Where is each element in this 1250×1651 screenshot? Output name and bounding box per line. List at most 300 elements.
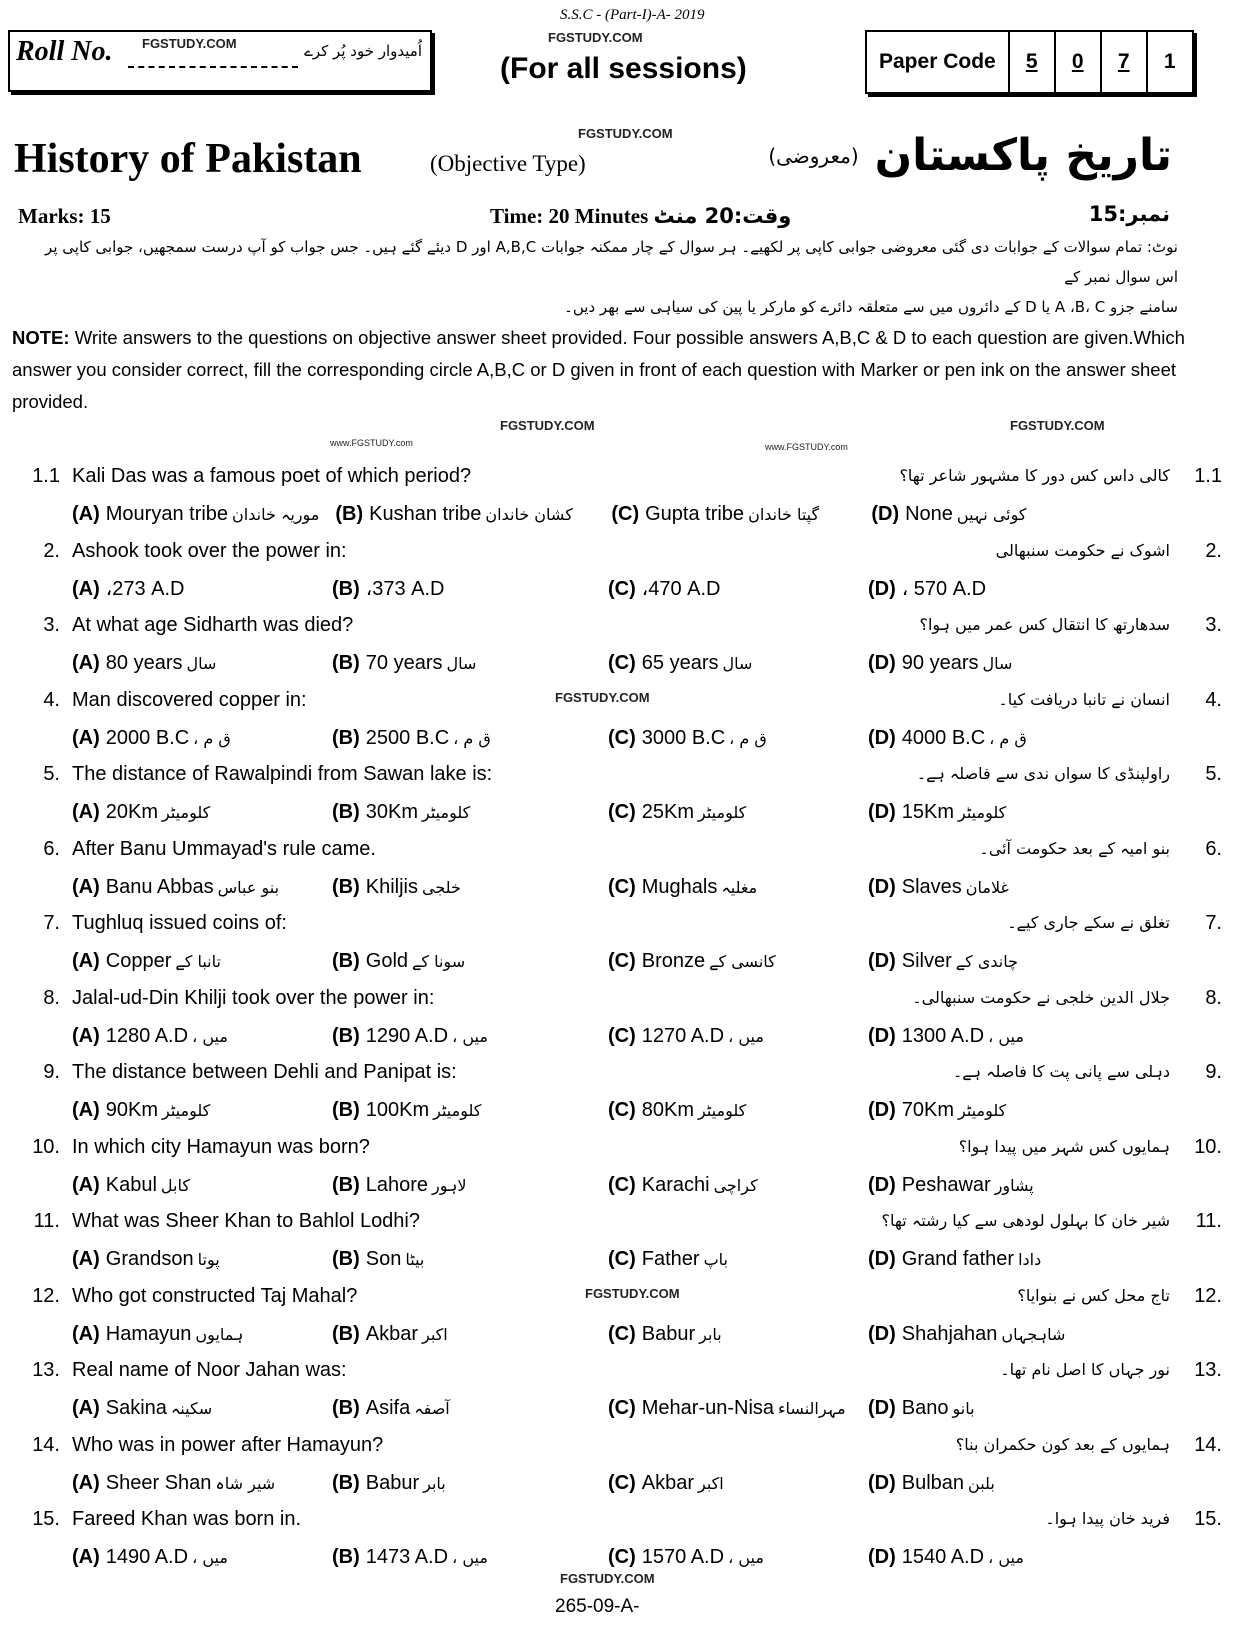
question-item	[0, 837, 1250, 912]
option-text: Sakina	[105, 1397, 167, 1419]
question-text: Kali Das was a famous poet of which period?	[72, 465, 472, 487]
option-urdu: بیٹا	[405, 1250, 425, 1269]
option-text: Bulban	[901, 1471, 965, 1494]
option-urdu: ق م ،	[989, 728, 1027, 748]
option-urdu: بنو عباس	[217, 877, 280, 897]
question-number-urdu: 4.	[1205, 688, 1222, 711]
watermark: FGSTUDY.COM	[500, 418, 595, 433]
question-number: 14.	[32, 1433, 60, 1456]
option-letter: (A)	[72, 652, 100, 674]
answer-option	[868, 800, 1022, 825]
option-letter: (B)	[332, 726, 360, 749]
answer-option	[332, 949, 608, 974]
option-urdu: میں ،	[728, 1026, 764, 1046]
answer-option	[72, 1024, 332, 1049]
answer-option	[868, 875, 1025, 900]
question-text: After Banu Ummayad's rule came.	[72, 837, 376, 860]
option-urdu: پشاور	[994, 1175, 1034, 1195]
option-urdu: بابر	[423, 1473, 446, 1493]
option-text: Gupta tribe	[645, 503, 745, 525]
option-text: Bronze	[641, 950, 706, 972]
option-urdu: کراچی	[713, 1175, 758, 1195]
option-text: Slaves	[901, 875, 962, 898]
note-label: NOTE:	[12, 327, 70, 348]
roll-label: Roll No.	[16, 36, 113, 67]
option-letter: (C)	[608, 1248, 636, 1270]
option-urdu: میں ،	[728, 1548, 764, 1567]
urdu-note-line-2: سامنے جزو A ،B، C یا D کے دائروں میں سے متعلقہ دائرے کو مارکر یا پین کی سیاہی سے بھر دیں۔	[564, 298, 1178, 316]
question-number: 3.	[43, 614, 60, 636]
option-text: 25Km	[641, 801, 695, 823]
question-text: Tughluq issued coins of:	[72, 912, 287, 934]
paper-code-digit: 5	[1010, 32, 1056, 92]
option-text: 1270 A.D	[641, 1024, 725, 1047]
answer-option	[608, 800, 868, 825]
question-urdu: کالی داس کس دور کا مشہور شاعر تھا؟	[899, 466, 1170, 485]
option-urdu: بابر	[699, 1324, 722, 1344]
answer-option	[72, 1471, 332, 1496]
option-letter: (D)	[868, 801, 896, 823]
option-letter: (D)	[868, 1248, 896, 1270]
question-text: Real name of Noor Jahan was:	[72, 1359, 347, 1381]
option-urdu: میں ،	[192, 1548, 228, 1567]
option-text: 1290 A.D	[365, 1024, 449, 1047]
question-number-urdu: 10.	[1194, 1135, 1222, 1158]
option-letter: (D)	[868, 1471, 896, 1494]
paper-code-label: Paper Code	[867, 32, 1010, 92]
option-letter: (D)	[868, 1099, 896, 1121]
option-letter: (C)	[608, 577, 636, 600]
urdu-note	[0, 232, 1250, 322]
answer-option	[72, 726, 332, 751]
question-item	[0, 1135, 1250, 1210]
option-urdu: سال	[446, 654, 477, 673]
option-letter: (B)	[332, 1173, 360, 1196]
question-list	[0, 464, 1250, 1586]
option-urdu: کلومیٹر	[433, 1101, 482, 1120]
option-letter: (A)	[72, 503, 100, 525]
instructions-note	[12, 322, 1237, 418]
answer-option	[608, 1024, 868, 1049]
option-urdu: میں ،	[452, 1026, 488, 1046]
option-text: ، 570 A.D	[901, 577, 987, 600]
answer-option	[332, 1396, 608, 1421]
footer-code: 265-09-A-	[555, 1595, 640, 1617]
option-urdu: کلومیٹر	[422, 803, 471, 822]
option-letter: (B)	[332, 1471, 360, 1494]
option-text: Bano	[901, 1397, 949, 1419]
answer-options	[72, 875, 1025, 900]
option-text: Karachi	[641, 1173, 710, 1196]
question-urdu: سدھارتھ کا انتقال کس عمر میں ہوا؟	[919, 615, 1170, 634]
option-text: 65 years	[641, 652, 719, 674]
option-text: Grand father	[901, 1248, 1015, 1270]
answer-option	[608, 1471, 868, 1496]
option-letter: (B)	[332, 1546, 360, 1568]
option-urdu: سکینہ	[170, 1399, 213, 1418]
option-letter: (D)	[868, 1397, 896, 1419]
option-text: 100Km	[365, 1099, 430, 1121]
option-text: Mughals	[641, 875, 718, 898]
option-letter: (A)	[72, 1471, 100, 1494]
watermark: FGSTUDY.COM	[578, 126, 673, 141]
urdu-title: تاریخ پاکستان	[874, 130, 1172, 181]
option-urdu: کلومیٹر	[698, 803, 747, 822]
question-item	[0, 986, 1250, 1061]
question-text: Man discovered copper in:	[72, 688, 307, 711]
answer-option	[72, 651, 332, 676]
option-text: ،273 A.D	[105, 577, 185, 600]
question-text: In which city Hamayun was born?	[72, 1135, 370, 1158]
option-letter: (B)	[332, 875, 360, 898]
answer-option	[868, 1396, 991, 1421]
option-letter: (B)	[332, 1099, 360, 1121]
option-letter: (D)	[868, 875, 896, 898]
option-letter: (D)	[868, 652, 896, 674]
watermark: www.FGSTUDY.com	[765, 442, 848, 452]
option-text: 1570 A.D	[641, 1546, 725, 1568]
question-item	[0, 1060, 1250, 1135]
option-letter: (D)	[868, 1546, 896, 1568]
option-text: Kushan tribe	[369, 503, 482, 525]
answer-option	[332, 1098, 608, 1123]
option-letter: (C)	[608, 1471, 636, 1494]
answer-options	[72, 726, 1043, 751]
option-urdu: موریہ خاندان	[232, 505, 320, 524]
watermark: www.FGSTUDY.com	[330, 438, 413, 448]
option-letter: (B)	[332, 1248, 360, 1270]
answer-option	[332, 1322, 608, 1347]
answer-options	[72, 1545, 1040, 1570]
paper-type: (Objective Type)	[430, 151, 586, 176]
option-text: 1280 A.D	[105, 1024, 189, 1047]
answer-option	[608, 1247, 868, 1272]
question-text: What was Sheer Khan to Bahlol Lodhi?	[72, 1210, 420, 1232]
paper-code-digit: 1	[1163, 50, 1176, 73]
option-text: Shahjahan	[901, 1322, 998, 1345]
question-urdu: تغلق نے سکے جاری کیے۔	[1007, 913, 1170, 932]
urdu-note-line-1: نوٹ: تمام سوالات کے جوابات دی گئی معروضی جوابی کاپی پر لکھیے۔ ہر سوال کے چار ممکنہ جوابات A,B,C اور D دیئے گئے ہیں۔ جس جواب کو آپ درست سمجھیں، جوابی کاپی پر اس سوال نمبر کے	[45, 238, 1178, 286]
answer-option	[332, 1247, 608, 1272]
question-item	[0, 688, 1250, 763]
answer-option	[72, 949, 332, 974]
watermark-row	[0, 418, 1250, 458]
option-text: Silver	[901, 950, 952, 972]
option-letter: (A)	[72, 726, 100, 749]
watermark: FGSTUDY.COM	[1010, 418, 1105, 433]
option-text: Son	[365, 1248, 402, 1270]
question-number: 8.	[43, 986, 60, 1009]
option-letter: (C)	[608, 875, 636, 898]
answer-option	[332, 1024, 608, 1049]
question-urdu: شیر خان کا بہلول لودھی سے کیا رشتہ تھا؟	[881, 1211, 1170, 1230]
answer-option	[608, 1173, 868, 1198]
answer-options	[72, 1396, 991, 1421]
option-text: Peshawar	[901, 1173, 991, 1196]
answer-option	[608, 1396, 868, 1421]
option-urdu: تانبا کے	[175, 952, 221, 971]
answer-option	[868, 1247, 1057, 1272]
answer-option	[332, 1173, 608, 1198]
answer-options	[72, 502, 1043, 527]
question-item	[0, 539, 1250, 614]
option-text: 90Km	[105, 1099, 159, 1121]
answer-option	[868, 577, 1006, 601]
question-urdu: دہلی سے پانی پت کا فاصلہ ہے۔	[952, 1062, 1170, 1081]
answer-option	[868, 1098, 1022, 1123]
session-line: S.S.C - (Part-I)-A- 2019	[560, 7, 705, 23]
option-text: 80 years	[105, 652, 183, 674]
answer-options	[72, 949, 1034, 974]
option-text: 1490 A.D	[105, 1546, 189, 1568]
option-urdu: کلومیٹر	[958, 1101, 1007, 1120]
watermark: FGSTUDY.COM	[555, 689, 650, 705]
question-urdu: جلال الدین خلجی نے حکومت سنبھالی۔	[912, 987, 1170, 1007]
question-item	[0, 1358, 1250, 1433]
option-letter: (A)	[72, 1099, 100, 1121]
option-letter: (C)	[608, 1173, 636, 1196]
option-letter: (A)	[72, 1397, 100, 1419]
option-urdu: کلومیٹر	[958, 803, 1007, 822]
question-number: 1.1	[32, 465, 60, 487]
option-urdu: کشان خاندان	[485, 505, 573, 524]
question-number-urdu: 14.	[1194, 1433, 1222, 1456]
sessions-label: (For all sessions)	[500, 52, 747, 85]
paper-code-digit: 7	[1102, 32, 1148, 92]
answer-option	[868, 1545, 1040, 1570]
option-urdu: سال	[186, 654, 217, 673]
option-text: Sheer Shan	[105, 1471, 212, 1494]
answer-options	[72, 651, 1028, 676]
option-urdu: ہمایوں	[195, 1324, 244, 1344]
option-letter: (A)	[72, 801, 100, 823]
exam-body	[0, 232, 1250, 1618]
question-text: At what age Sidharth was died?	[72, 614, 354, 636]
question-number-urdu: 11.	[1195, 1210, 1222, 1232]
option-urdu: سال	[722, 654, 753, 673]
option-text: ،373 A.D	[365, 577, 445, 600]
option-letter: (B)	[332, 577, 360, 600]
option-text: 1540 A.D	[901, 1546, 985, 1568]
page-title: History of Pakistan	[14, 136, 362, 182]
answer-option	[871, 502, 1042, 527]
question-item	[0, 1507, 1250, 1586]
question-text: Fareed Khan was born in.	[72, 1508, 302, 1530]
option-urdu: شاہجہاں	[1001, 1324, 1066, 1344]
question-text: The distance between Dehli and Panipat is:	[72, 1061, 457, 1083]
urdu-marks: نمبر:15	[1088, 202, 1170, 226]
option-urdu: کانسی کے	[709, 952, 776, 971]
question-text: Ashook took over the power in:	[72, 539, 347, 562]
question-number: 11.	[33, 1210, 60, 1232]
option-letter: (A)	[72, 1322, 100, 1345]
option-urdu: میں ،	[452, 1548, 488, 1567]
option-letter: (B)	[332, 1397, 360, 1419]
option-text: Akbar	[641, 1471, 695, 1494]
option-text: Kabul	[105, 1173, 157, 1196]
option-text: Grandson	[105, 1248, 194, 1270]
option-urdu: مغلیہ	[721, 877, 758, 897]
option-text: 20Km	[105, 801, 159, 823]
note-text: Write answers to the questions on objective answer sheet provided. Four possible answers A,B,C & D to each question are given.Which answer you consider correct, fill the corresponding circle A,B,C or D given in front of each question with Marker or pen ink on the answer sheet provided.	[12, 327, 1185, 412]
answer-option	[335, 502, 611, 527]
question-number: 2.	[43, 539, 60, 562]
answer-option	[72, 502, 335, 527]
question-item	[0, 613, 1250, 688]
answer-option	[72, 1098, 332, 1123]
answer-options	[72, 1247, 1057, 1272]
answer-options	[72, 800, 1022, 825]
option-letter: (D)	[868, 1024, 896, 1047]
option-letter: (C)	[608, 1099, 636, 1121]
answer-option	[332, 1471, 608, 1496]
question-urdu: انسان نے تانبا دریافت کیا۔	[998, 689, 1170, 709]
time-urdu: وقت:20 منٹ	[653, 204, 792, 228]
answer-option	[72, 1322, 332, 1347]
question-number-urdu: 7.	[1205, 912, 1222, 934]
answer-option	[72, 1545, 332, 1570]
option-urdu: گپتا خاندان	[748, 505, 820, 524]
option-text: 4000 B.C	[901, 726, 986, 749]
question-number-urdu: 3.	[1205, 614, 1222, 636]
option-text: 80Km	[641, 1099, 695, 1121]
roll-number-field[interactable]	[128, 66, 298, 68]
answer-option	[608, 949, 868, 974]
option-urdu: کلومیٹر	[698, 1101, 747, 1120]
option-letter: (C)	[608, 1397, 636, 1419]
option-text: Akbar	[365, 1322, 419, 1345]
answer-options	[72, 1098, 1022, 1123]
option-urdu: بانو	[952, 1399, 975, 1418]
answer-option	[332, 1545, 608, 1570]
option-urdu: میں ،	[988, 1026, 1024, 1046]
answer-option	[72, 875, 332, 900]
option-urdu: باپ	[703, 1250, 728, 1269]
option-text: 1473 A.D	[365, 1546, 449, 1568]
option-urdu: کلومیٹر	[162, 1101, 211, 1120]
option-letter: (C)	[608, 1024, 636, 1047]
answer-option	[608, 577, 868, 601]
question-urdu: ہمایوں کے بعد کون حکمران بنا؟	[955, 1434, 1170, 1454]
question-text: The distance of Rawalpindi from Sawan lake is:	[72, 763, 493, 785]
question-number: 9.	[43, 1061, 60, 1083]
option-urdu: کلومیٹر	[162, 803, 211, 822]
option-text: Banu Abbas	[105, 875, 214, 898]
question-number: 12.	[32, 1284, 60, 1307]
option-urdu: ق م ،	[193, 728, 231, 748]
option-urdu: کوئی نہیں	[956, 505, 1027, 524]
question-number-urdu: 8.	[1205, 986, 1222, 1009]
question-number-urdu: 2.	[1205, 539, 1222, 562]
answer-option	[332, 726, 608, 751]
watermark: FGSTUDY.COM	[560, 1571, 655, 1586]
option-text: 15Km	[901, 801, 955, 823]
answer-option	[608, 1545, 868, 1570]
marks: Marks: 15	[18, 204, 111, 228]
option-urdu: مہرالنساء	[778, 1399, 846, 1418]
urdu-type: (معروضی)	[768, 144, 859, 168]
option-letter: (A)	[72, 1024, 100, 1047]
answer-option	[72, 1247, 332, 1272]
option-letter: (D)	[868, 950, 896, 972]
question-number: 10.	[32, 1135, 60, 1158]
urdu-heading	[768, 128, 1172, 184]
option-urdu: ق م ،	[453, 728, 491, 748]
option-urdu: دادا	[1018, 1250, 1042, 1269]
option-urdu: پوتا	[197, 1250, 220, 1269]
option-letter: (C)	[608, 1546, 636, 1568]
answer-option	[868, 949, 1034, 974]
question-number: 6.	[43, 837, 60, 860]
question-number: 13.	[32, 1359, 60, 1381]
answer-option	[868, 651, 1028, 676]
option-urdu: اکبر	[698, 1473, 724, 1493]
option-text: None	[905, 503, 953, 525]
answer-option	[332, 577, 608, 601]
question-urdu: تاج محل کس نے بنوایا؟	[1017, 1285, 1170, 1305]
question-text: Jalal-ud-Din Khilji took over the power in:	[72, 986, 435, 1009]
option-text: 70 years	[365, 652, 443, 674]
option-text: Asifa	[365, 1397, 411, 1419]
question-number-urdu: 15.	[1194, 1508, 1222, 1530]
question-item	[0, 464, 1250, 539]
question-number-urdu: 5.	[1205, 763, 1222, 785]
question-item	[0, 1209, 1250, 1284]
option-letter: (A)	[72, 950, 100, 972]
option-letter: (D)	[868, 726, 896, 749]
paper-code-box	[865, 30, 1194, 94]
answer-option	[608, 875, 868, 900]
option-letter: (D)	[868, 1322, 896, 1345]
option-text: 2000 B.C	[105, 726, 190, 749]
answer-option	[611, 502, 871, 527]
time-limit	[490, 204, 791, 229]
option-text: 3000 B.C	[641, 726, 726, 749]
watermark: FGSTUDY.COM	[585, 1285, 680, 1301]
answer-option	[72, 1173, 332, 1198]
option-text: 70Km	[901, 1099, 955, 1121]
option-urdu: غلامان	[965, 877, 1009, 897]
answer-option	[608, 651, 868, 676]
answer-option	[332, 651, 608, 676]
option-text: Lahore	[365, 1173, 429, 1196]
question-item	[0, 762, 1250, 837]
option-text: Copper	[105, 950, 172, 972]
option-urdu: بلبن	[968, 1473, 995, 1493]
option-urdu: شیر شاہ	[215, 1473, 276, 1493]
answer-option	[868, 1471, 1011, 1496]
option-urdu: سونا کے	[412, 952, 466, 971]
answer-option	[868, 1322, 1081, 1347]
question-number-urdu: 9.	[1205, 1061, 1222, 1083]
option-text: Khiljis	[365, 875, 419, 898]
answer-option	[608, 1098, 868, 1123]
question-number: 7.	[43, 912, 60, 934]
answer-option	[72, 1396, 332, 1421]
option-letter: (B)	[335, 503, 364, 525]
question-text: Who got constructed Taj Mahal?	[72, 1284, 358, 1307]
answer-option	[72, 577, 332, 601]
answer-options	[72, 1322, 1081, 1347]
option-letter: (C)	[608, 652, 636, 674]
option-letter: (C)	[608, 950, 636, 972]
question-number: 15.	[32, 1508, 60, 1530]
option-urdu: چاندی کے	[955, 952, 1018, 971]
option-urdu: آصفہ	[414, 1399, 450, 1418]
answer-options	[72, 1173, 1050, 1198]
answer-options	[72, 1024, 1040, 1049]
question-text: Who was in power after Hamayun?	[72, 1433, 384, 1456]
